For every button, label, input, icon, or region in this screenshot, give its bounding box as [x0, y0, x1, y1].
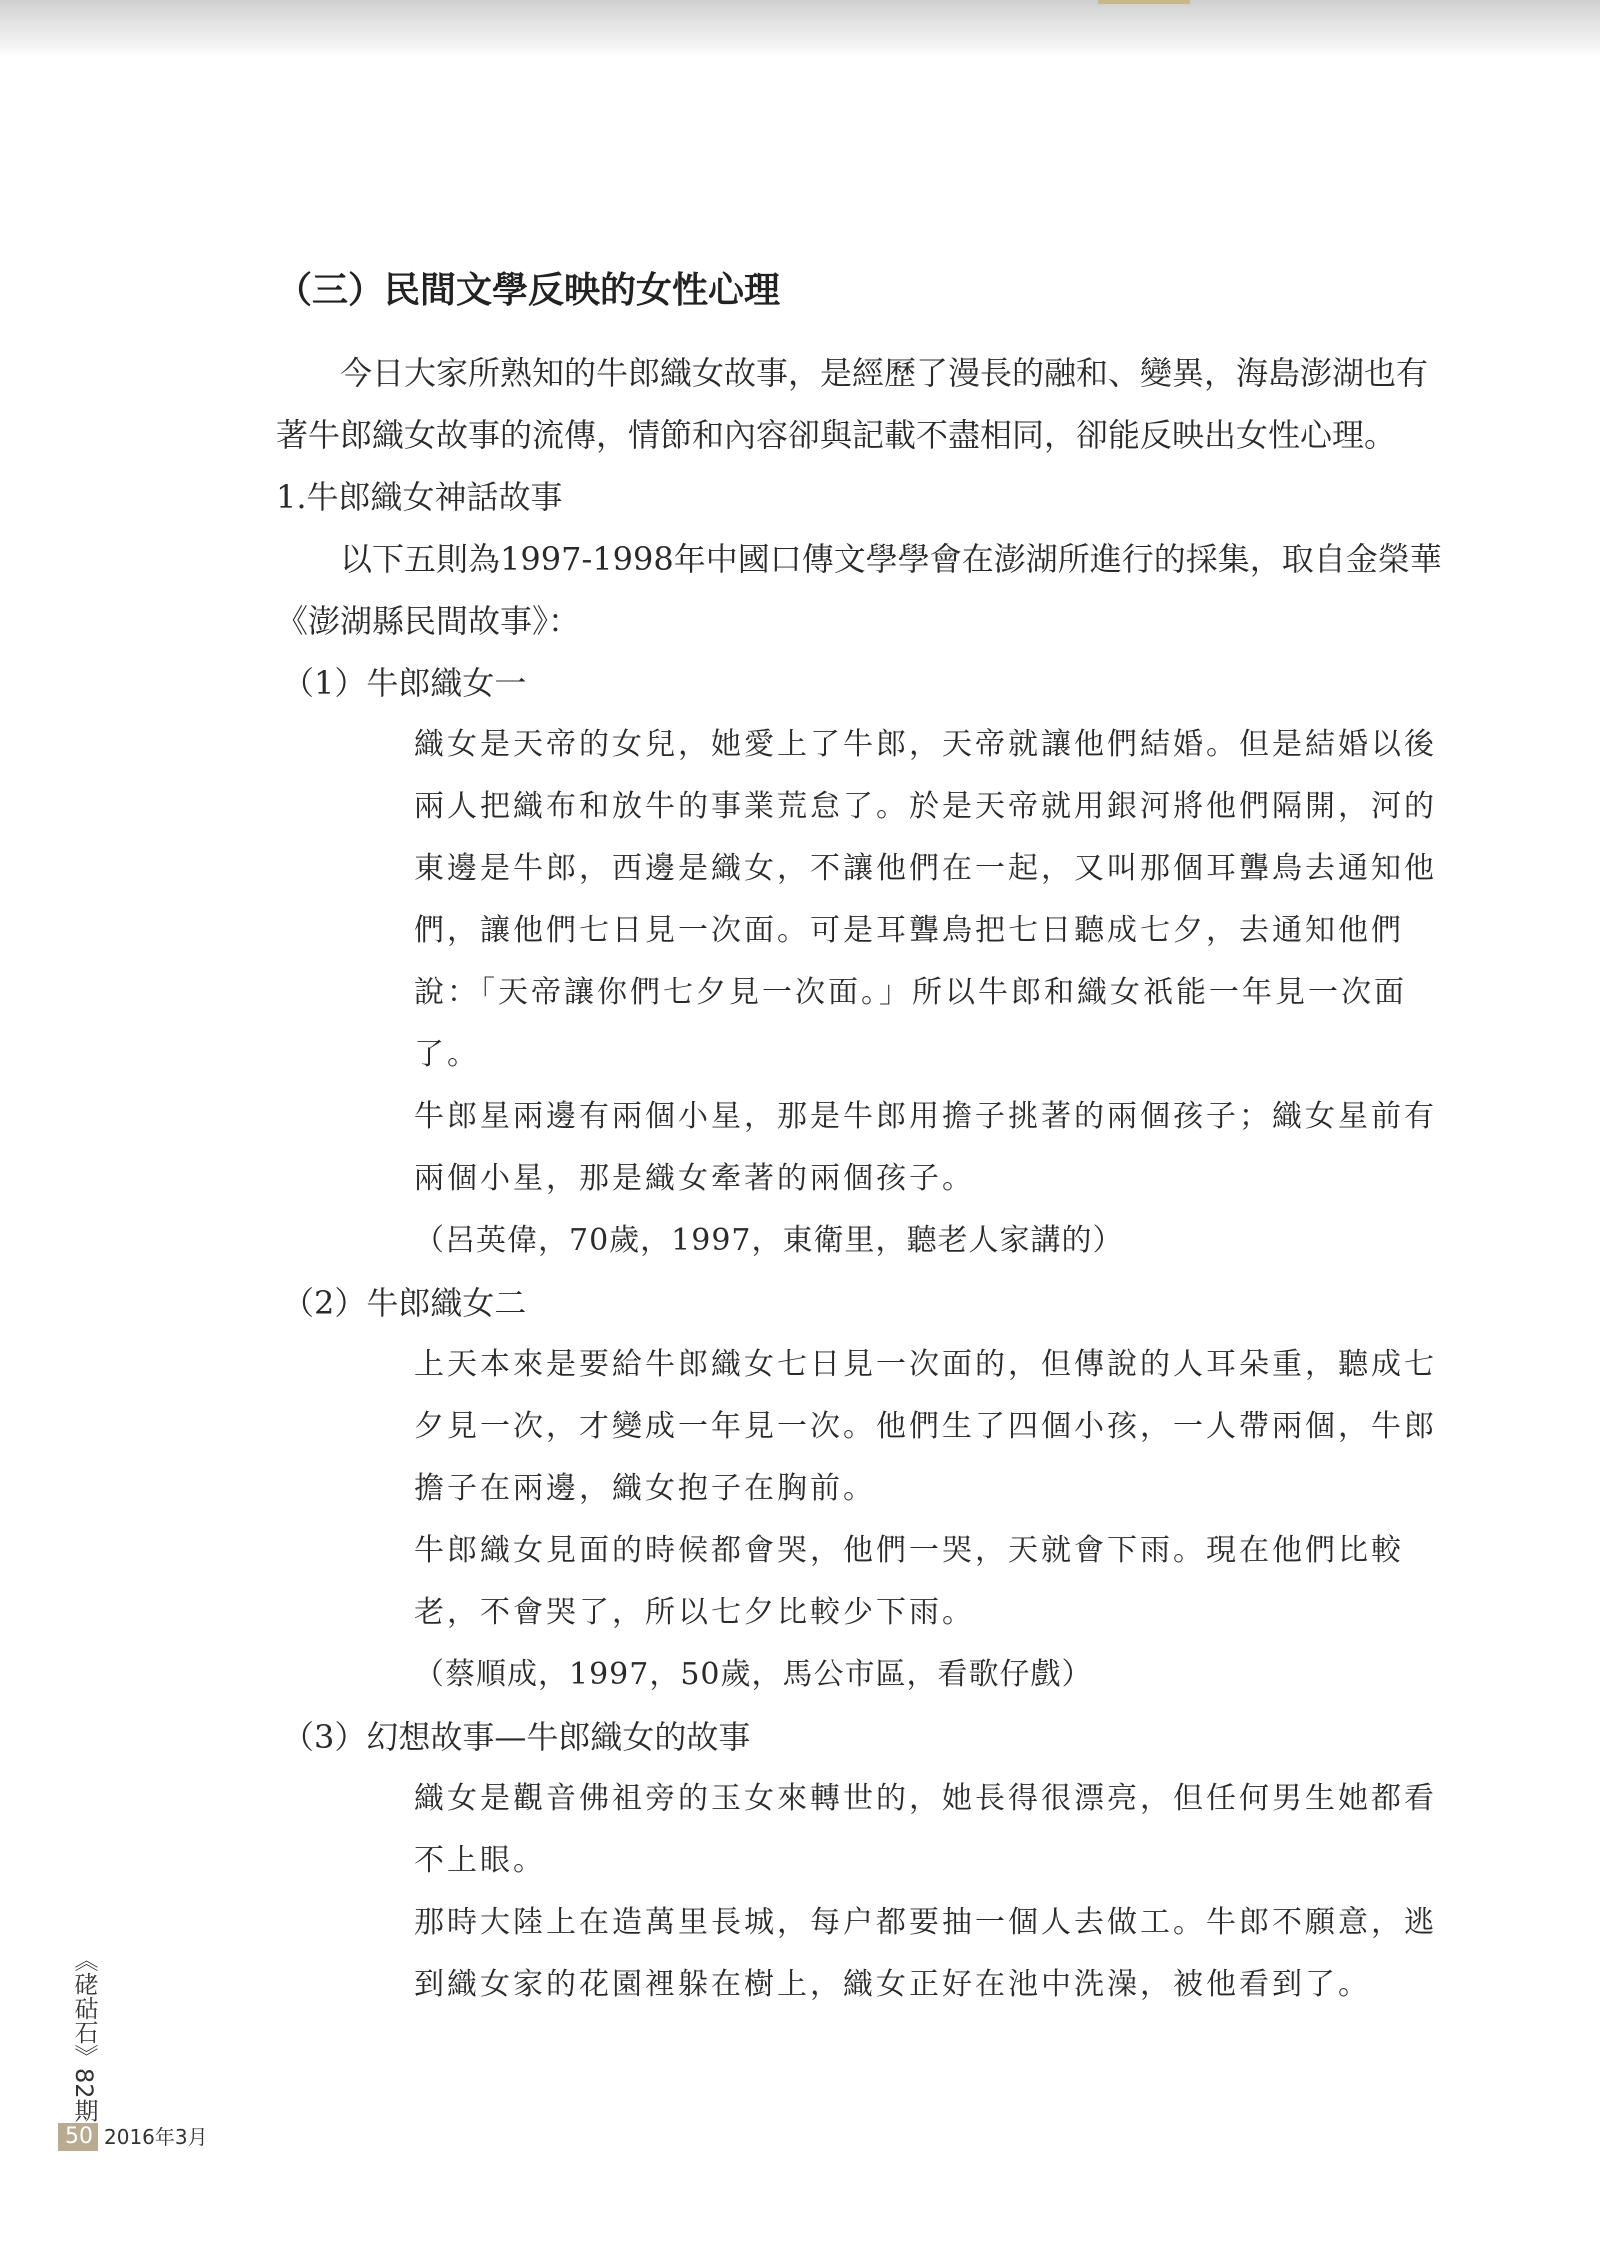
story-paragraph: 織女是觀音佛祖旁的玉女來轉世的，她長得很漂亮，但任何男生她都看不上眼。	[414, 1781, 1437, 1878]
story-paragraph: 上天本來是要給牛郎織女七日見一次面的，但傳說的人耳朵重，聽成七夕見一次，才變成一年見一次。他們生了四個小孩，一人帶兩個，牛郎擔子在兩邊，織女抱子在胸前。	[414, 1347, 1437, 1506]
page-number: 50	[65, 2124, 93, 2149]
story-citation: （蔡順成，1997，50歲，馬公市區，看歌仔戲）	[414, 1657, 1093, 1692]
story-paragraph: 牛郎星兩邊有兩個小星，那是牛郎用擔子挑著的兩個孩子；織女星前有兩個小星，那是織女牽著的兩個孩子。	[414, 1099, 1437, 1196]
section-heading: （三）民間文學反映的女性心理	[276, 270, 781, 311]
story-paragraph: 織女是天帝的女兒，她愛上了牛郎，天帝就讓他們結婚。但是結婚以後兩人把織布和放牛的事業荒怠了。於是天帝就用銀河將他們隔開，河的東邊是牛郎，西邊是織女，不讓他們在一起，又叫那個耳聾鳥去通知他們，讓他們七日見一次面。可是耳聾鳥把七日聽成七夕，去通知他們說：「天帝讓你們七夕見一次面。」所以牛郎和織女祇能一年見一次面了。	[414, 727, 1437, 1072]
issue-date: 2016年3月	[104, 2125, 208, 2149]
story-paragraph: 牛郎織女見面的時候都會哭，他們一哭，天就會下雨。現在他們比較老，不會哭了，所以七夕比較少下雨。	[414, 1533, 1404, 1630]
story-title: （2）牛郎織女二	[282, 1284, 527, 1322]
story-title: （1）牛郎織女一	[282, 664, 527, 702]
page-top-shadow	[0, 0, 1600, 58]
story-3	[276, 1706, 1456, 2016]
top-color-mark	[1098, 0, 1190, 4]
journal-title: 《硓𥑮石》82期	[70, 1948, 98, 2123]
subsection-heading: 1.牛郎織女神話故事	[276, 478, 563, 516]
story-2	[276, 1272, 1456, 1706]
story-title: （3）幻想故事—牛郎織女的故事	[282, 1718, 751, 1756]
story-1	[276, 652, 1456, 1272]
article-body	[276, 262, 1456, 2016]
story-citation: （呂英偉，70歲，1997，東衛里，聽老人家講的）	[414, 1223, 1124, 1258]
source-note: 以下五則為1997-1998年中國口傳文學學會在澎湖所進行的採集，取自金榮華《澎湖縣民間故事》：	[276, 540, 1442, 640]
intro-paragraph: 今日大家所熟知的牛郎織女故事，是經歷了漫長的融和、變異，海島澎湖也有著牛郎織女故事的流傳，情節和內容卻與記載不盡相同，卻能反映出女性心理。	[276, 354, 1429, 454]
story-paragraph: 那時大陸上在造萬里長城，每户都要抽一個人去做工。牛郎不願意，逃到織女家的花園裡躲在樹上，織女正好在池中洗澡，被他看到了。	[414, 1905, 1437, 2002]
